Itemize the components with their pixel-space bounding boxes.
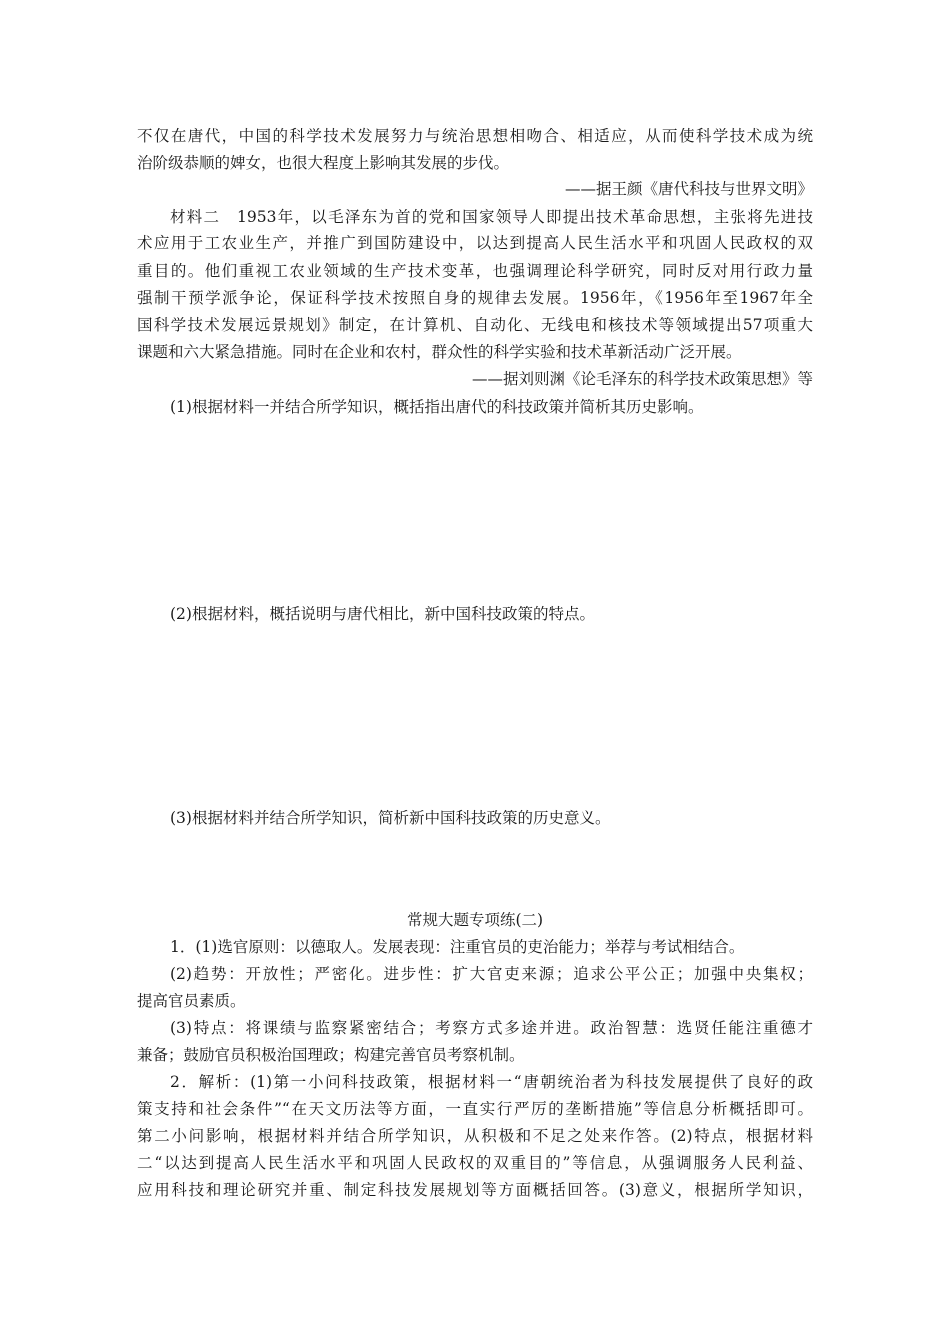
material2-line-3: 重目的。他们重视工农业领域的生产技术变革，也强调理论科学研究，同时反对用行政力量 (137, 262, 813, 280)
material1-line-1: 不仅在唐代，中国的科学技术发展努力与统治思想相吻合、相适应，从而使科学技术成为统 (137, 127, 813, 145)
material2-line-5: 国科学技术发展远景规划》制定，在计算机、自动化、无线电和核技术等领域提出57项重大 (137, 316, 813, 334)
material2-line-4: 强制干预学派争论，保证科学技术按照自身的规律去发展。1956年，《1956年至1967年全 (137, 289, 813, 307)
answer-1-1: 1．(1)选官原则：以德取人。发展表现：注重官员的吏治能力；举荐与考试相结合。 (170, 938, 745, 956)
question-2: (2)根据材料，概括说明与唐代相比，新中国科技政策的特点。 (170, 605, 595, 623)
question-3: (3)根据材料并结合所学知识，简析新中国科技政策的历史意义。 (170, 809, 611, 827)
answer-2-line-2: 策支持和社会条件”“在天文历法等方面，一直实行严厉的垄断措施”等信息分析概括即可。 (137, 1100, 813, 1118)
answer-1-2b: 提高官员素质。 (137, 992, 246, 1010)
material2-line-6: 课题和六大紧急措施。同时在企业和农村，群众性的科学实验和技术革新活动广泛开展。 (137, 343, 742, 361)
material2-source: ——据刘则渊《论毛泽东的科学技术政策思想》等 (471, 370, 813, 388)
material2-line-2: 术应用于工农业生产，并推广到国防建设中，以达到提高人民生活水平和巩固人民政权的双 (137, 234, 813, 252)
answer-1-2a: (2)趋势：开放性；严密化。进步性：扩大官吏来源；追求公平公正；加强中央集权； (170, 965, 813, 983)
answer-2-line-4: 二“以达到提高人民生活水平和巩固人民政权的双重目的”等信息，从强调服务人民利益、 (137, 1154, 813, 1172)
answer-2-line-5: 应用科技和理论研究并重、制定科技发展规划等方面概括回答。(3)意义，根据所学知识， (137, 1181, 813, 1199)
material2-line-1: 材料二 1953年，以毛泽东为首的党和国家领导人即提出技术革命思想，主张将先进技 (170, 208, 813, 226)
material1-line-2: 治阶级恭顺的婢女，也很大程度上影响其发展的步伐。 (137, 154, 510, 172)
question-1: (1)根据材料一并结合所学知识，概括指出唐代的科技政策并简析其历史影响。 (170, 398, 704, 416)
answer-1-3a: (3)特点：将课绩与监察紧密结合；考察方式多途并进。政治智慧：选贤任能注重德才 (170, 1019, 813, 1037)
material1-source: ——据王颜《唐代科技与世界文明》 (564, 180, 813, 198)
answer-1-3b: 兼备；鼓励官员积极治国理政；构建完善官员考察机制。 (137, 1046, 525, 1064)
answer-2-line-3: 第二小问影响，根据材料并结合所学知识，从积极和不足之处来作答。(2)特点，根据材料 (137, 1127, 813, 1145)
answer-2-line-1: 2．解析：(1)第一小问科技政策，根据材料一“唐朝统治者为科技发展提供了良好的政 (170, 1073, 813, 1091)
answers-title: 常规大题专项练(二) (406, 911, 544, 929)
